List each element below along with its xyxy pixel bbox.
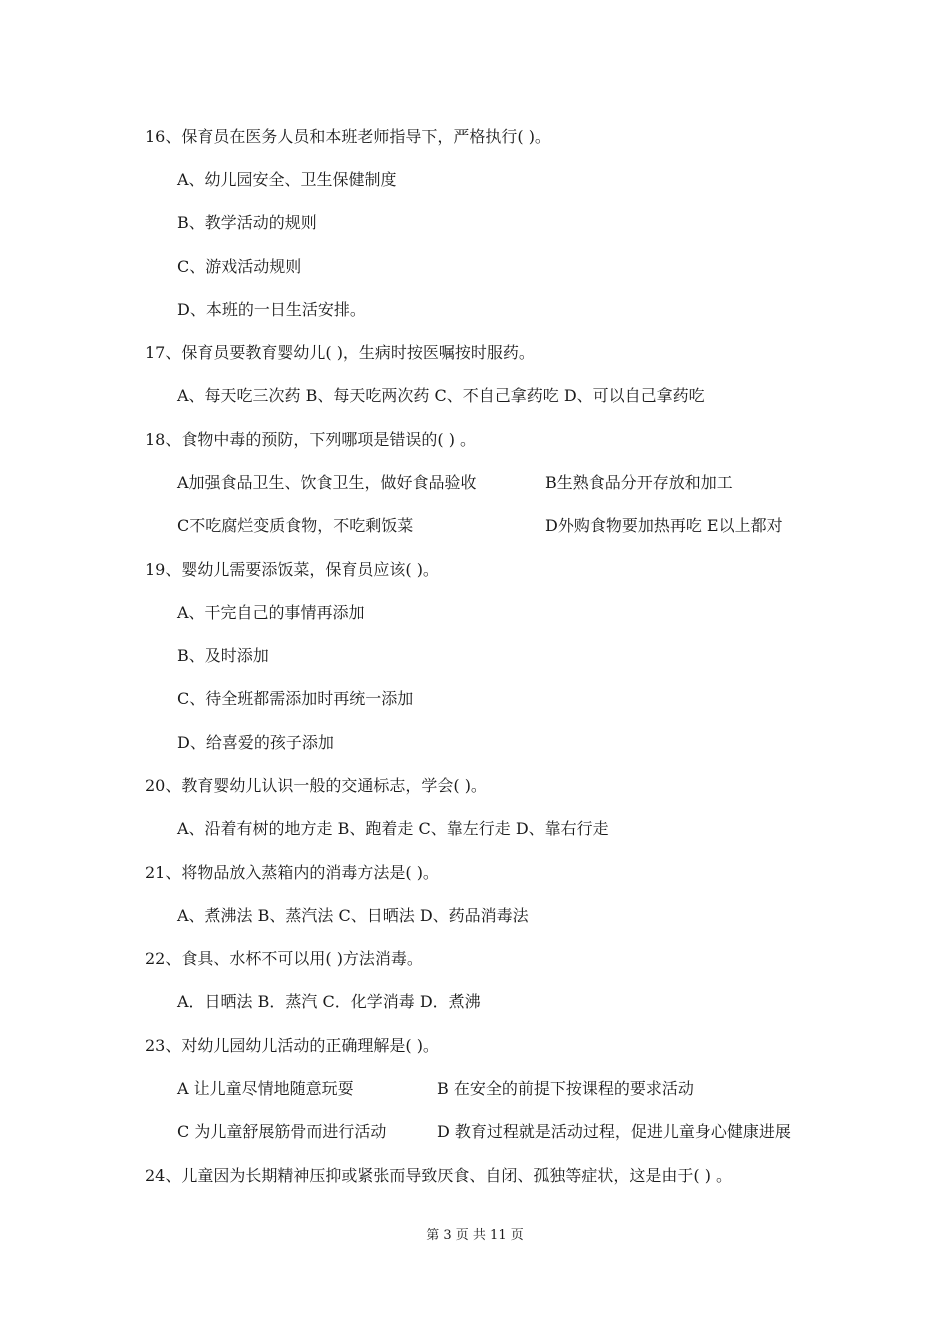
question-19-option-c: C、待全班都需添加时再统一添加 xyxy=(177,689,414,708)
question-21-options: A、煮沸法 B、蒸汽法 C、日晒法 D、药品消毒法 xyxy=(177,906,529,925)
question-23-option-d: D 教育过程就是活动过程，促进儿童身心健康进展 xyxy=(437,1122,791,1141)
question-17-stem: 17、保育员要教育婴幼儿( )，生病时按医嘱按时服药。 xyxy=(145,343,535,362)
question-18-stem: 18、食物中毒的预防，下列哪项是错误的( ) 。 xyxy=(145,430,477,449)
question-19-stem: 19、婴幼儿需要添饭菜，保育员应该( )。 xyxy=(145,560,439,579)
question-18-option-d: D外购食物要加热再吃 E以上都对 xyxy=(545,516,783,535)
question-20-stem: 20、教育婴幼儿认识一般的交通标志，学会( )。 xyxy=(145,776,487,795)
question-22-options: A．日晒法 B．蒸汽 C．化学消毒 D．煮沸 xyxy=(177,992,481,1011)
question-18-option-b: B生熟食品分开存放和加工 xyxy=(545,473,733,492)
question-20-options: A、沿着有树的地方走 B、跑着走 C、靠左行走 D、靠右行走 xyxy=(177,819,609,838)
question-24-stem: 24、儿童因为长期精神压抑或紧张而导致厌食、自闭、孤独等症状，这是由于( ) 。 xyxy=(145,1166,733,1185)
question-23-option-b: B 在安全的前提下按课程的要求活动 xyxy=(437,1079,694,1098)
question-21-stem: 21、将物品放入蒸箱内的消毒方法是( )。 xyxy=(145,863,439,882)
question-23-stem: 23、对幼儿园幼儿活动的正确理解是( )。 xyxy=(145,1036,439,1055)
question-16-option-b: B、教学活动的规则 xyxy=(177,213,317,232)
question-18-option-a: A加强食品卫生、饮食卫生，做好食品验收 xyxy=(177,473,477,492)
question-22-stem: 22、食具、水杯不可以用( )方法消毒。 xyxy=(145,949,423,968)
page-number: 第 3 页 共 11 页 xyxy=(426,1228,524,1243)
question-19-option-a: A、干完自己的事情再添加 xyxy=(177,603,365,622)
question-16-option-c: C、游戏活动规则 xyxy=(177,257,302,276)
question-19-option-b: B、及时添加 xyxy=(177,646,269,665)
question-18-option-c: C不吃腐烂变质食物，不吃剩饭菜 xyxy=(177,516,414,535)
question-23-option-a: A 让儿童尽情地随意玩耍 xyxy=(177,1079,354,1098)
question-16-option-a: A、幼儿园安全、卫生保健制度 xyxy=(177,170,397,189)
question-19-option-d: D、给喜爱的孩子添加 xyxy=(177,733,334,752)
question-23-option-c: C 为儿童舒展筋骨而进行活动 xyxy=(177,1122,387,1141)
question-16-option-d: D、本班的一日生活安排。 xyxy=(177,300,366,319)
question-17-options: A、每天吃三次药 B、每天吃两次药 C、不自己拿药吃 D、可以自己拿药吃 xyxy=(177,386,705,405)
question-16-stem: 16、保育员在医务人员和本班老师指导下，严格执行( )。 xyxy=(145,127,551,146)
